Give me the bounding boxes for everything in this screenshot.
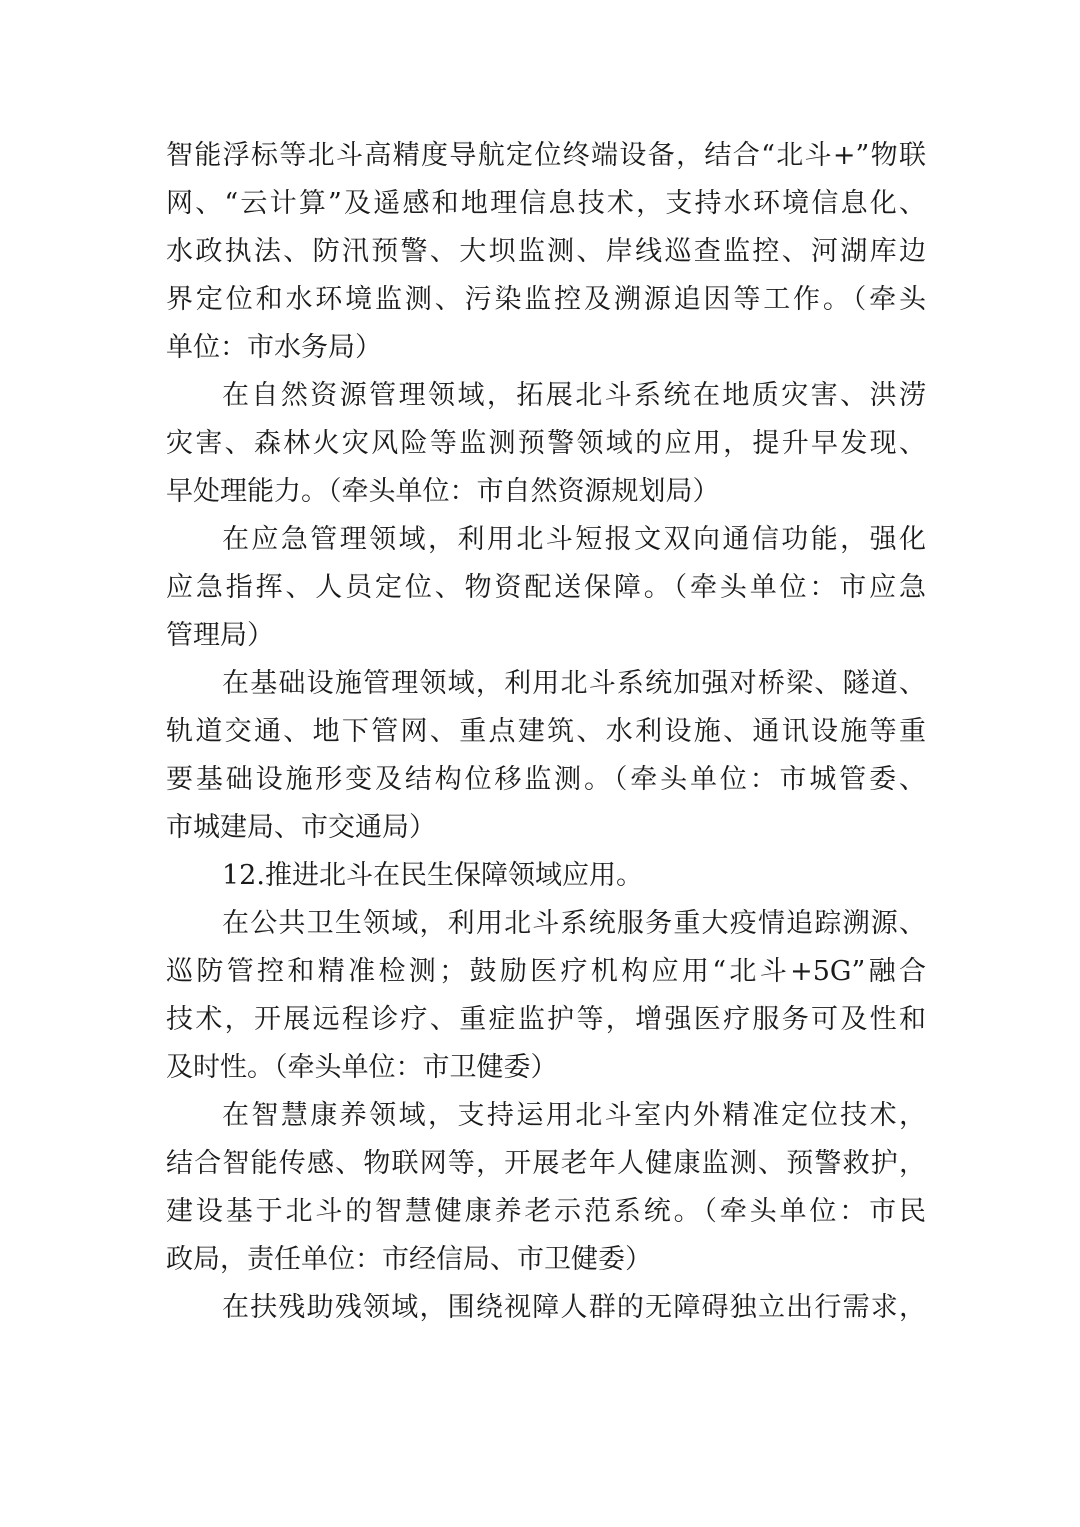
text-line: 建设基于北斗的智慧健康养老示范系统。（牵头单位：市民 <box>166 1196 926 1227</box>
paragraph-start-line: 在自然资源管理领域，拓展北斗系统在地质灾害、洪涝 <box>222 380 926 411</box>
paragraph-start-line: 在应急管理领域，利用北斗短报文双向通信功能，强化 <box>222 524 926 555</box>
paragraph-start-line: 在扶残助残领域，围绕视障人群的无障碍独立出行需求， <box>222 1292 926 1323</box>
text-line: 政局，责任单位：市经信局、市卫健委） <box>166 1244 652 1275</box>
text-line: 轨道交通、地下管网、重点建筑、水利设施、通讯设施等重 <box>166 716 926 747</box>
text-line: 结合智能传感、物联网等，开展老年人健康监测、预警救护， <box>166 1148 926 1179</box>
text-line: 界定位和水环境监测、污染监控及溯源追因等工作。（牵头 <box>166 284 926 315</box>
text-line: 单位：市水务局） <box>166 332 382 363</box>
text-line: 应急指挥、人员定位、物资配送保障。（牵头单位：市应急 <box>166 572 926 603</box>
text-line: 市城建局、市交通局） <box>166 812 436 843</box>
text-line: 技术，开展远程诊疗、重症监护等，增强医疗服务可及性和 <box>166 1004 926 1035</box>
text-line: 巡防管控和精准检测；鼓励医疗机构应用“北斗+5G”融合 <box>166 956 926 987</box>
text-line: 要基础设施形变及结构位移监测。（牵头单位：市城管委、 <box>166 764 926 795</box>
paragraph-start-line: 在智慧康养领域，支持运用北斗室内外精准定位技术， <box>222 1100 926 1131</box>
text-line: 管理局） <box>166 620 274 651</box>
paragraph-start-line: 在公共卫生领域，利用北斗系统服务重大疫情追踪溯源、 <box>222 908 926 939</box>
section-heading: 12.推进北斗在民生保障领域应用。 <box>222 860 643 891</box>
text-line: 智能浮标等北斗高精度导航定位终端设备，结合“北斗+”物联 <box>166 140 926 171</box>
text-line: 及时性。（牵头单位：市卫健委） <box>166 1052 558 1083</box>
text-line: 早处理能力。（牵头单位：市自然资源规划局） <box>166 476 720 507</box>
text-line: 灾害、森林火灾风险等监测预警领域的应用，提升早发现、 <box>166 428 926 459</box>
paragraph-start-line: 在基础设施管理领域，利用北斗系统加强对桥梁、隧道、 <box>222 668 926 699</box>
text-line: 水政执法、防汛预警、大坝监测、岸线巡查监控、河湖库边 <box>166 236 926 267</box>
text-line: 网、“云计算”及遥感和地理信息技术，支持水环境信息化、 <box>166 188 926 219</box>
